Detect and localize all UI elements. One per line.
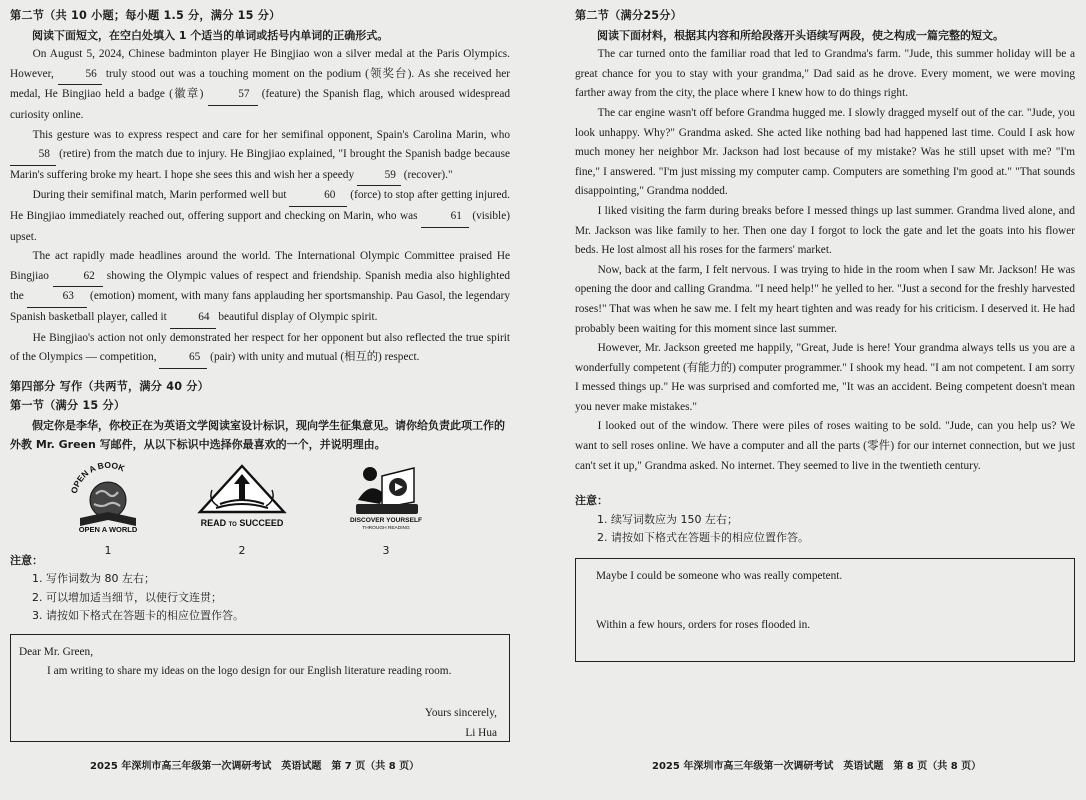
footer-page-8: 2025 年深圳市高三年级第一次调研考试 英语试题 第 8 页（共 8 页） — [652, 761, 982, 772]
continuation-answer-box — [575, 558, 1075, 662]
story-paragraph: The car turned onto the familiar road that led to Grandma's farm. "Jude, this summer holiday will be a great chance for you to stay with your grandma," Dad said as he drove. Every moment, we were moving farther away from the city, the place where I knew how to do things right. — [575, 48, 1075, 100]
footer-page-7: 2025 年深圳市高三年级第一次调研考试 英语试题 第 7 页（共 8 页） — [90, 761, 420, 772]
section-title: 第二节（满分25分） — [575, 9, 683, 22]
instruction: 阅读下面短文，在空白处填入 1 个适当的单词或括号内单词的正确形式。 — [32, 28, 389, 42]
note-item: 2. 请按如下格式在答题卡的相应位置作答。 — [597, 531, 809, 545]
blank-56: 56 — [58, 65, 102, 86]
passage-paragraph-5: He Bingjiao's action not only demonstrated her respect for her opponent but also reflected the true spirit of the Olympics — competition, 65 (pair) with unity and mutual (相互的) respect. — [10, 329, 510, 369]
blank-63: 63 — [27, 287, 87, 308]
passage-paragraph-4: The act rapidly made headlines around the world. The International Olympic Committee praised He Bingjiao 62 showing the Olympic values of respect and friendship. Spanish media also highlighted the 63 (emotion) moment, with many fans applauding her sportsmanship. Pau Gasol, the legendary Spanish basketball player, called it 64 beautiful display of Olympic spirit. — [10, 247, 510, 328]
blank-64: 64 — [170, 308, 216, 329]
book-arrow-logo-icon — [192, 460, 292, 534]
logo-number-2: 2 — [238, 544, 246, 558]
blank-61: 61 — [421, 207, 469, 228]
svg-text:READ TO SUCCEED — [201, 518, 284, 528]
part4-title: 第四部分 写作（共两节，满分 40 分） — [10, 379, 210, 393]
blank-65: 65 — [159, 348, 207, 369]
part4-section1-title: 第一节（满分 15 分） — [10, 399, 126, 413]
blank-57: 57 — [208, 85, 258, 106]
letter-opening: I am writing to share my ideas on the logo design for our English literature reading room. — [47, 665, 452, 678]
logo3-text: DISCOVER YOURSELF — [349, 516, 423, 524]
logo2-text-succeed: SUCCEED — [239, 517, 284, 528]
blank-62: 62 — [53, 267, 103, 288]
right-page — [575, 6, 1075, 662]
writing-prompt: 假定你是李华，你校正在为英语文学阅读室设计标识，现向学生征集意见。请你给负责此项工作的外教 Mr. Green 写邮件，从以下标识中选择你最喜欢的一个，并说明理由。 — [10, 418, 505, 451]
logo-option-1 — [58, 460, 158, 561]
story-paragraph: I looked out of the window. There were piles of roses waiting to be sold. "Jude, can you help us? We want to sell roses online. We have a computer and all the parts (零件) for our internet connection, but we just can't set it up," Grandma asked. No internet. They seemed to live in the twentieth century. — [575, 420, 1075, 472]
letter-signature: Li Hua — [465, 726, 497, 739]
logo3-subtext: THROUGH READING — [362, 525, 410, 531]
blank-59: 59 — [357, 166, 401, 187]
note-item: 1. 续写词数应为 150 左右； — [597, 512, 738, 526]
logo1-bottom-text: OPEN A WORLD — [78, 524, 138, 534]
blank-60: 60 — [289, 186, 347, 207]
note-item: 1. 写作词数为 80 左右； — [32, 572, 155, 586]
section-title: 第二节（共 10 小题；每小题 1.5 分，满分 15 分） — [10, 9, 281, 22]
globe-book-logo-icon — [58, 460, 158, 534]
passage-paragraph-1: On August 5, 2024, Chinese badminton player He Bingjiao won a silver medal at the Paris Olympics. However, 56 truly stood out was a touching moment on the podium (领奖台). As she received her medal, He Bingjiao held a badge (徽章) 57 (feature) the Spanish flag, which aroused widespread curiosity online. — [10, 48, 510, 121]
logo-number-3: 3 — [382, 544, 390, 558]
letter-answer-box — [10, 634, 510, 742]
story-paragraph: I liked visiting the farm during breaks before I messed things up last summer. Grandma lived alone, and Mr. Jackson was like family to her. Then one day I forgot to lock the gate and let the goats into his flower beds. He lost almost all his roses for the farmers' market. — [575, 204, 1075, 257]
starter-sentence-1: Maybe I could be someone who was really competent. — [596, 569, 843, 582]
notes-label: 注意： — [575, 494, 608, 508]
logo2-text-to: TO — [228, 521, 237, 528]
notes-label: 注意： — [10, 553, 43, 567]
letter-greeting: Dear Mr. Green, — [19, 645, 94, 658]
passage-paragraph-2: This gesture was to express respect and care for her semifinal opponent, Spain's Carolina Marin, who 58 (retire) from the match due to injury. He Bingjiao explained, "I brought the Spanish badge because Marin's suffering broke my heart. I hope she sees this and wish her a speedy 59 (recover)." — [10, 126, 510, 187]
left-page — [10, 6, 510, 742]
logo-option-3 — [336, 460, 436, 561]
instruction: 阅读下面材料，根据其内容和所给段落开头语续写两段，使之构成一篇完整的短文。 — [597, 28, 1004, 42]
logo2-text-read: READ — [200, 517, 227, 528]
note-item: 3. 请按如下格式在答题卡的相应位置作答。 — [32, 609, 244, 623]
starter-sentence-2: Within a few hours, orders for roses flooded in. — [596, 619, 811, 632]
story-paragraph: Now, back at the farm, I felt nervous. I was trying to hide in the room when I saw Mr. Jackson! He was opening the door and calling Grandma. "I need help!" he yelled to her. "Just a second for the freshly harvested roses!" That was when he saw me. I felt my heart tighten and was ready for his criticism. I deserved it. He had probably been waiting for this moment since last summer. — [575, 263, 1075, 335]
logo-number-1: 1 — [104, 544, 112, 558]
logo-option-2 — [192, 460, 292, 561]
story-paragraph: However, Mr. Jackson greeted me happily, "Great, Jude is here! Your grandma always tells us you are a wonderfully competent (有能力的) computer programmer." I shook my head. "I am not competent. I am sorry I messed things up." He was surprised and comforted me, "It was an accident. Being competent doesn't mean you never make mistakes." — [575, 342, 1075, 413]
logo1-top-text: OPEN A BOOK — [68, 459, 127, 495]
writing-notes — [10, 552, 510, 626]
reader-logo-icon — [336, 460, 436, 534]
note-item: 2. 可以增加适当细节，以使行文连贯； — [32, 590, 222, 604]
continuation-notes — [575, 492, 1075, 548]
story-paragraph: The car engine wasn't off before Grandma hugged me. I slowly dragged myself out of the car. "Jude, you look unhappy. Why?" Grandma asked. She acted like nothing bad had happened last time. Could I ask how much money her neighbor Mr. Jackson had lost because of my mistake? Was he still upset with me? "I'm fine," I answered. "I'm just missing my computer camp. Computers are something I'm good at." "That sounds disappointing," Grandma nodded. — [575, 106, 1075, 198]
logo-options — [10, 459, 510, 558]
letter-closing: Yours sincerely, — [424, 707, 497, 720]
passage-paragraph-3: During their semifinal match, Marin performed well but 60 (force) to stop after getting injured. He Bingjiao immediately reached out, offering support and checking on Marin, who was 61 (visible) upset. — [10, 186, 510, 247]
blank-58: 58 — [10, 145, 56, 166]
